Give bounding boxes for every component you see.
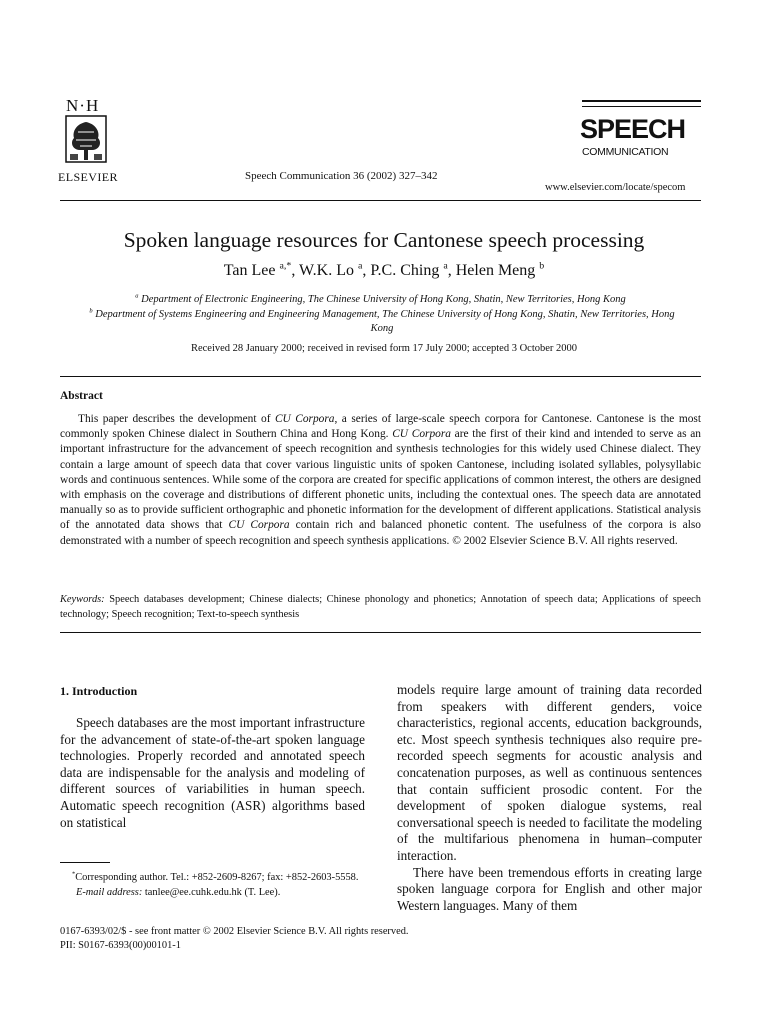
footnote: *Corresponding author. Tel.: +852-2609-8267; fax: +852-2603-5558. E-mail address: tanlee@ee.cuhk.edu.hk (T. Lee). — [72, 870, 359, 898]
affiliation-a: $^a$ Department of Electronic Engineering, The Chinese University of Hong Kong, Shatin, New Territories, Hong Kong — [135, 292, 626, 305]
copyright-footer: 0167-6393/02/$ - see front matter © 2002 Elsevier Science B.V. All rights reserved. PII: S0167-6393(00)00101-1 — [60, 926, 409, 951]
left-column — [60, 715, 365, 831]
paragraph: There have been tremendous efforts in creating large spoken language corpora for English and other major Western languages. Many of them — [397, 864, 702, 913]
right-column — [397, 682, 702, 914]
paragraph: models require large amount of training data recorded from speakers with different genders, voice characteristics, regional accents, education backgrounds, etc. Most speech synthesis techniques also require pre-recorded speech segments for acoustic analysis and concatenation purposes, as well as continuous sentences that contain sufficient prosodic content. For the development of spoken dialogue systems, real conversational speech is needed to facilitate the modeling of the multifarious phenomena in human–computer interaction. — [397, 682, 702, 863]
author-list — [0, 262, 768, 280]
journal-reference: Speech Communication 36 (2002) 327–342 — [245, 170, 438, 182]
section-heading: 1. Introduction — [60, 684, 138, 698]
abstract-heading: Abstract — [60, 390, 103, 402]
author: P.C. Ching $^a$, — [370, 260, 456, 279]
elsevier-tree-icon — [64, 114, 108, 166]
email-link[interactable]: tanlee@ee.cuhk.edu.hk (T. Lee). — [144, 887, 281, 898]
keywords: Keywords: Speech databases development; Chinese dialects; Chinese phonology and phonetics; Annotation of speech data; Applications of speech technology; Speech recognition; Text-to-speech synthesis — [60, 594, 701, 620]
journal-logo-communication: COMMUNICATION — [582, 146, 669, 158]
paragraph: Speech databases are the most important infrastructure for the advancement of state-of-the-art spoken language technologies. Properly recorded and annotated speech data are indispensable for the analysis and modeling of different sources of variabilities in human speech. Automatic speech recognition (ASR) algorithms based on statistical — [60, 715, 365, 830]
abstract-bottom-rule — [60, 632, 701, 633]
footnote-rule — [60, 862, 110, 863]
journal-logo-speech: SPEECH — [580, 114, 686, 144]
publisher-mark: N·H — [66, 96, 100, 115]
brand-rule — [582, 106, 701, 107]
affiliation-b: $^b$ Department of Systems Engineering and Engineering Management, The Chinese University of Hong Kong, Shatin, New Territories, Hong Kong — [89, 307, 675, 334]
author: Helen Meng $^b$ — [455, 260, 545, 279]
publisher-name: ELSEVIER — [58, 170, 118, 184]
brand-rule — [582, 100, 701, 102]
journal-website-link[interactable]: www.elsevier.com/locate/specom — [545, 182, 686, 193]
paper-title: Spoken language resources for Cantonese speech processing — [123, 228, 645, 252]
abstract-top-rule — [60, 376, 701, 377]
abstract-body: This paper describes the development of CU Corpora, a series of large-scale speech corpora for Cantonese. Cantonese is the most commonly spoken Chinese dialect in Southern China and Hong Kong. CU Corpora are the first of their kind and intended to serve as an important infrastructure for the advancement of speech recognition and synthesis technologies for this widely used Chinese dialect. They contain a large amount of speech data that cover various linguistic units of spoken Cantonese, including isolated syllables, polysyllabic words and continuous sentences. While some of the corpora are created for specific applications of common interest, the others are designed with emphasis on the coverage and distributions of different phonetic units, including the contextual ones. The speech data are annotated manually so as to provide sufficient orthographic and phonetic information for the development of different applications. Statistical analysis of the annotated data shows that CU Corpora contain rich and balanced phonetic content. The usefulness of the corpora is also demonstrated with a number of speech recognition and speech synthesis applications. © 2002 Elsevier Science B.V. All rights reserved. — [60, 413, 702, 547]
header-divider — [60, 200, 701, 201]
author: Tan Lee $^{a,*}$, — [223, 260, 300, 279]
author: W.K. Lo $^a$, — [299, 260, 371, 279]
received-dates: Received 28 January 2000; received in revised form 17 July 2000; accepted 3 October 2000 — [190, 343, 578, 354]
